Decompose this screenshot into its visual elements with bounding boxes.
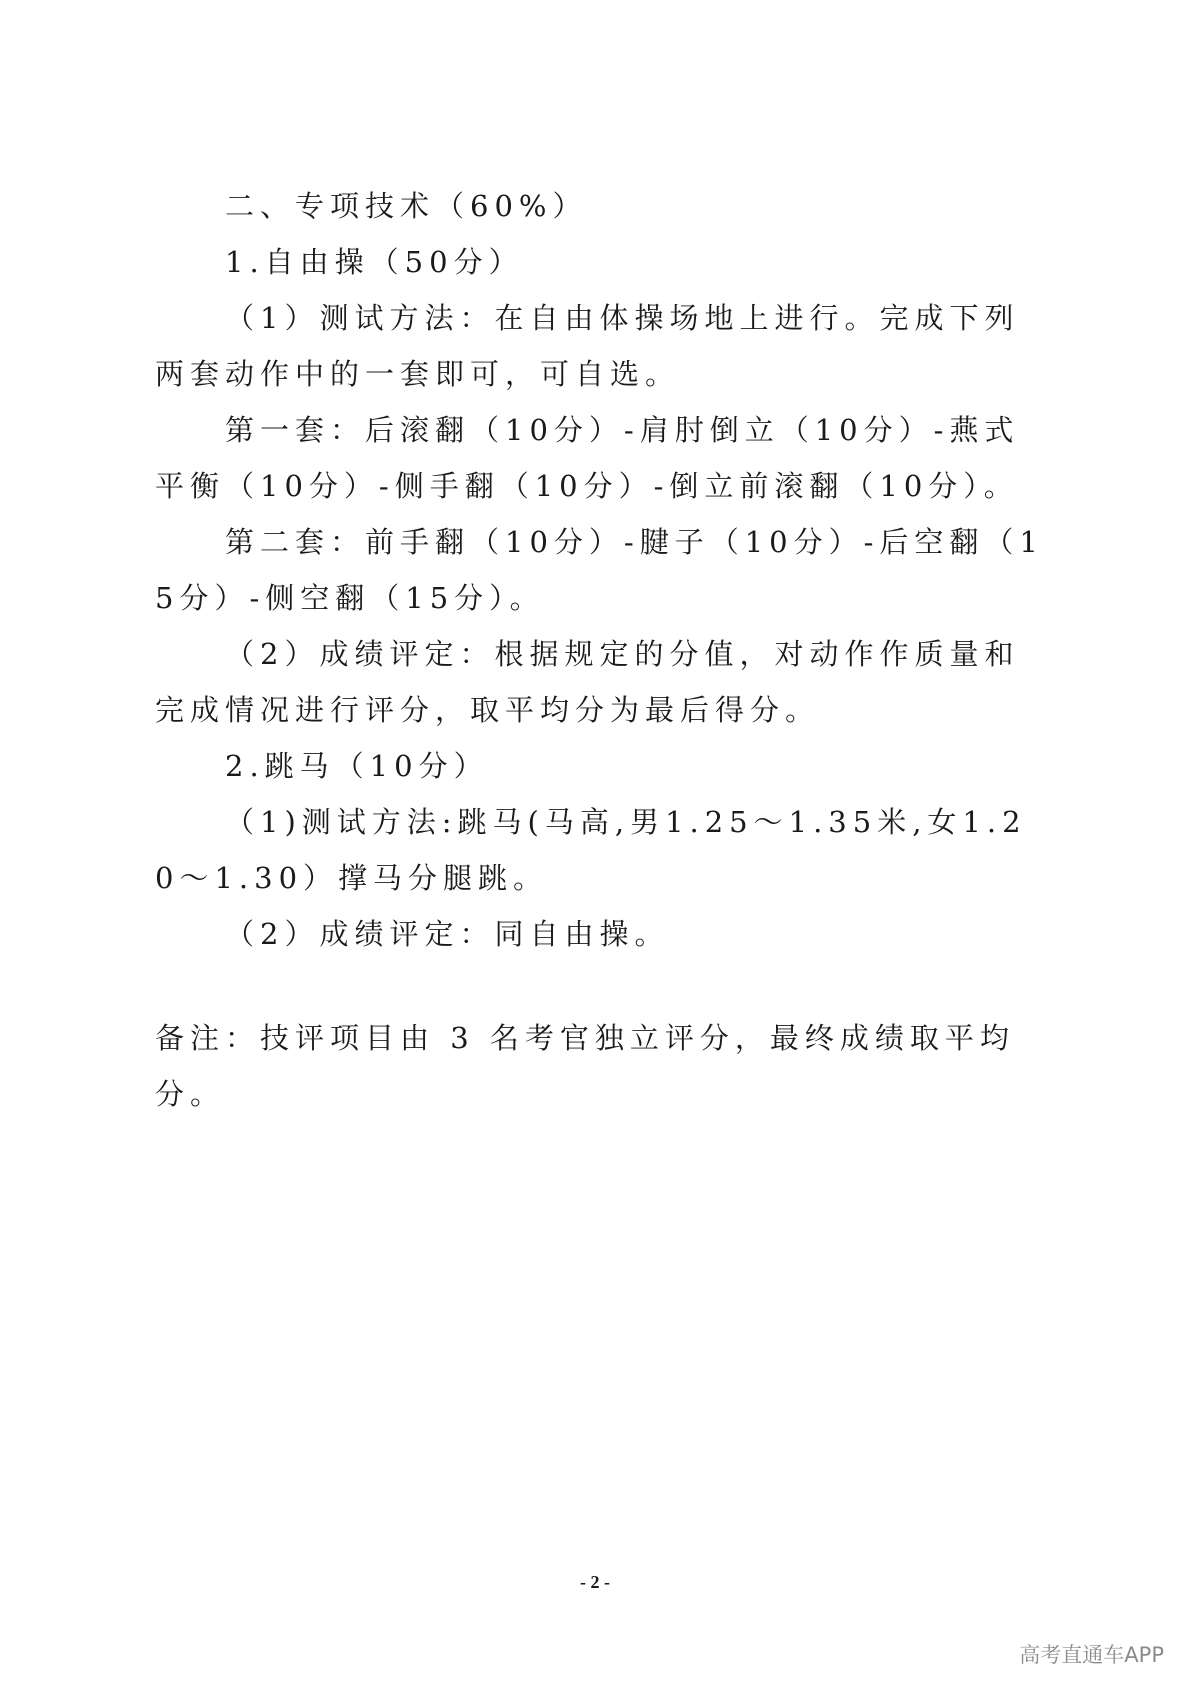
paragraph-scoring: （2）成绩评定：根据规定的分值，对动作作质量和完成情况进行评分，取平均分为最后得分。 (155, 637, 1020, 727)
subsection-heading-vault: 2.跳马（10分） (225, 749, 489, 783)
note: 备注：技评项目由 3 名考官独立评分，最终成绩取平均分。 (155, 1021, 1015, 1111)
paragraph-vault-scoring: （2）成绩评定：同自由操。 (225, 917, 670, 951)
page-number: - 2 - (580, 1572, 610, 1592)
section-heading: 二、专项技术（60%） (225, 189, 588, 223)
watermark: 高考直通车APP (1019, 1643, 1164, 1667)
paragraph-test-method: （1）测试方法：在自由体操场地上进行。完成下列两套动作中的一套即可，可自选。 (155, 301, 1020, 391)
paragraph-routine-one: 第一套：后滚翻（10分）-肩肘倒立（10分）-燕式平衡（10分）-侧手翻（10分）-倒立前滚翻（10分）。 (155, 413, 1020, 503)
subsection-heading-floor-exercise: 1.自由操（50分） (225, 245, 524, 279)
paragraph-vault-method: （1)测试方法:跳马(马高,男1.25～1.35米,女1.20～1.30）撑马分腿跳。 (155, 805, 1027, 895)
document-body (155, 178, 1045, 1122)
paragraph-routine-two: 第二套：前手翻（10分）-腱子（10分）-后空翻（15分）-侧空翻（15分）。 (155, 525, 1044, 615)
